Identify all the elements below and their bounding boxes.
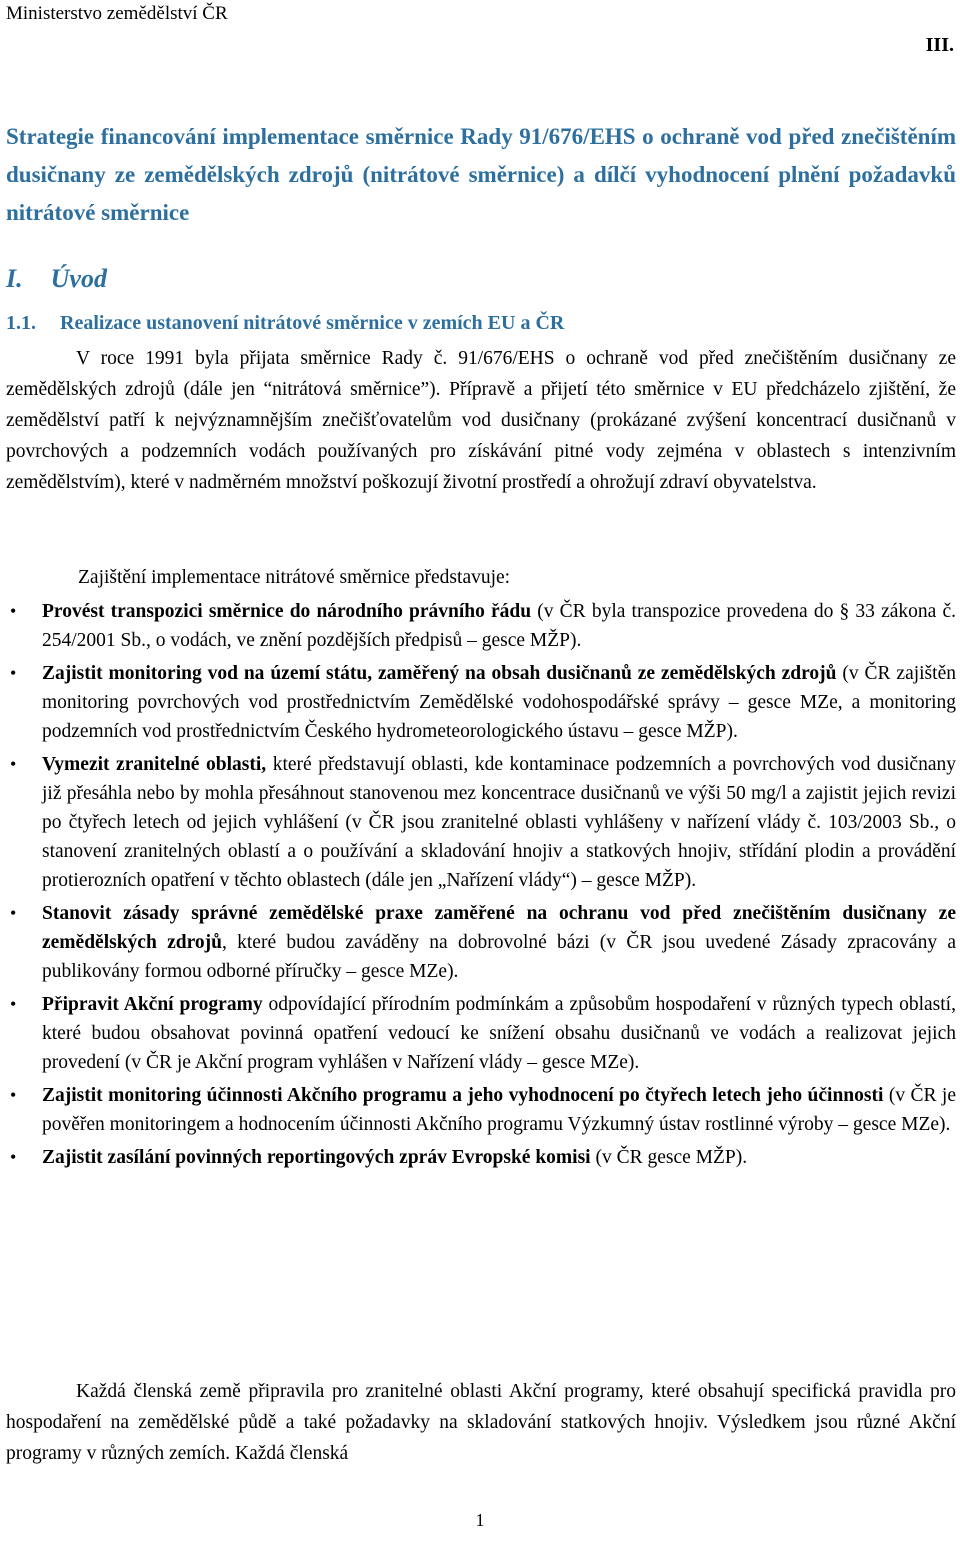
header-organization: Ministerstvo zemědělství ČR — [6, 3, 228, 24]
list-item-text: (v ČR je pověřen monitoringem a hodnocením účinnosti Akčního programu Výzkumný ústav rostlinné výroby – gesce MZe). — [42, 1085, 956, 1135]
bullet-icon: • — [10, 601, 17, 621]
list-item — [6, 597, 956, 655]
bullet-icon: • — [10, 663, 17, 683]
requirements-list — [6, 597, 956, 1176]
section-roman-numeral: III. — [925, 34, 954, 56]
paragraph-intro — [6, 343, 956, 498]
list-item-text: (v ČR zajištěn monitoring povrchových vod prostřednictvím Zemědělské vodohospodářské správy – gesce MZe, a monitoring podzemních vod prostřednictvím Českého hydrometeorologického ústavu – gesce MŽP). — [42, 663, 956, 742]
subsection-number: 1.1. — [6, 312, 36, 334]
list-item-bold: Zajistit monitoring účinnosti Akčního programu a jeho vyhodnocení po čtyřech letech jeho účinnosti — [42, 1085, 884, 1106]
list-item-bold: Připravit Akční programy — [42, 994, 263, 1015]
paragraph-action-programs — [6, 1376, 956, 1469]
list-item-text: (v ČR byla transpozice provedena do § 33 zákona č. 254/2001 Sb., o vodách, ve znění pozdějších předpisů – gesce MŽP). — [42, 601, 956, 651]
list-item — [6, 990, 956, 1077]
bullet-icon: • — [10, 1147, 17, 1167]
bullet-icon: • — [10, 754, 17, 774]
list-item-bold: Zajistit monitoring vod na území státu, zaměřený na obsah dusičnanů ze zemědělských zdrojů — [42, 663, 837, 684]
section-heading — [6, 264, 107, 294]
bullet-icon: • — [10, 903, 17, 923]
section-title: Úvod — [50, 264, 107, 293]
list-intro: Zajištění implementace nitrátové směrnice představuje: — [78, 567, 511, 588]
paragraph-action-programs-text: Každá členská země připravila pro zranitelné oblasti Akční programy, které obsahují specifická pravidla pro hospodaření na zemědělské půdě a také požadavky na skladování statkových hnojiv. Výsledkem jsou různé Akční programy v různých zemích. Každá členská — [6, 1381, 956, 1464]
section-number: I. — [6, 264, 23, 293]
list-item — [6, 1143, 956, 1172]
list-item — [6, 899, 956, 986]
list-item — [6, 659, 956, 746]
list-item-bold: Stanovit zásady správné zemědělské praxe zaměřené na ochranu vod před znečištěním dusičnany ze zemědělských zdrojů — [42, 903, 956, 953]
list-item-text: které představují oblasti, kde kontaminace podzemních a povrchových vod dusičnany již přesáhla nebo by mohla přesáhnout stanovenou mez koncentrace dusičnanů ve výši 50 mg/l a zajistit jejich revizi po čtyřech letech od jejich vyhlášení (v ČR jsou zranitelné oblasti vyhlášeny v nařízení vlády č. 103/2003 Sb., o stanovení zranitelných oblastí a o používání a skladování hnojiv a statkových hnojiv, střídání plodin a provádění protierozních opatření v těchto oblastech (dále jen „Nařízení vlády“) – gesce MŽP). — [42, 754, 956, 891]
list-item-text: odpovídající přírodním podmínkám a způsobům hospodaření v různých typech oblastí, které budou obsahovat povinná opatření vedoucí ke snížení obsahu dusičnanů ve vodách a realizovat jejich provedení (v ČR je Akční program vyhlášen v Nařízení vlády – gesce MZe). — [42, 994, 956, 1073]
bullet-icon: • — [10, 1085, 17, 1105]
paragraph-intro-text: V roce 1991 byla přijata směrnice Rady č. 91/676/EHS o ochraně vod před znečištěním dusičnany ze zemědělských zdrojů (dále jen “nitrátová směrnice”). Přípravě a přijetí této směrnice v EU předcházelo zjištění, že zemědělství patří k nejvýznamnějším znečišťovatelům vod dusičnany (prokázané zvýšení koncentrací dusičnanů v povrchových a podzemních vodách používaných pro získávání pitné vody zejména v oblastech s intenzivním zemědělstvím), které v nadměrném množství poškozují životní prostředí a ohrožují zdraví obyvatelstva. — [6, 348, 956, 493]
subsection-title: Realizace ustanovení nitrátové směrnice v zemích EU a ČR — [60, 312, 565, 334]
list-item — [6, 750, 956, 895]
list-item-bold: Zajistit zasílání povinných reportingových zpráv Evropské komisi — [42, 1147, 591, 1168]
list-item-text: (v ČR gesce MŽP). — [590, 1147, 748, 1168]
document-title: Strategie financování implementace směrnice Rady 91/676/EHS o ochraně vod před znečištěním dusičnany ze zemědělských zdrojů (nitrátové směrnice) a dílčí vyhodnocení plnění požadavků nitrátové směrnice — [6, 124, 956, 225]
subsection-heading — [6, 312, 564, 335]
bullet-icon: • — [10, 994, 17, 1014]
page-number: 1 — [475, 1510, 485, 1530]
list-item-text: , které budou zaváděny na dobrovolné bázi (v ČR jsou uvedené Zásady zpracovány a publikovány formou odborné příručky – gesce MZe). — [42, 932, 956, 982]
list-item-bold: Provést transpozici směrnice do národního právního řádu — [42, 601, 532, 622]
list-item — [6, 1081, 956, 1139]
list-item-bold: Vymezit zranitelné oblasti, — [42, 754, 267, 775]
